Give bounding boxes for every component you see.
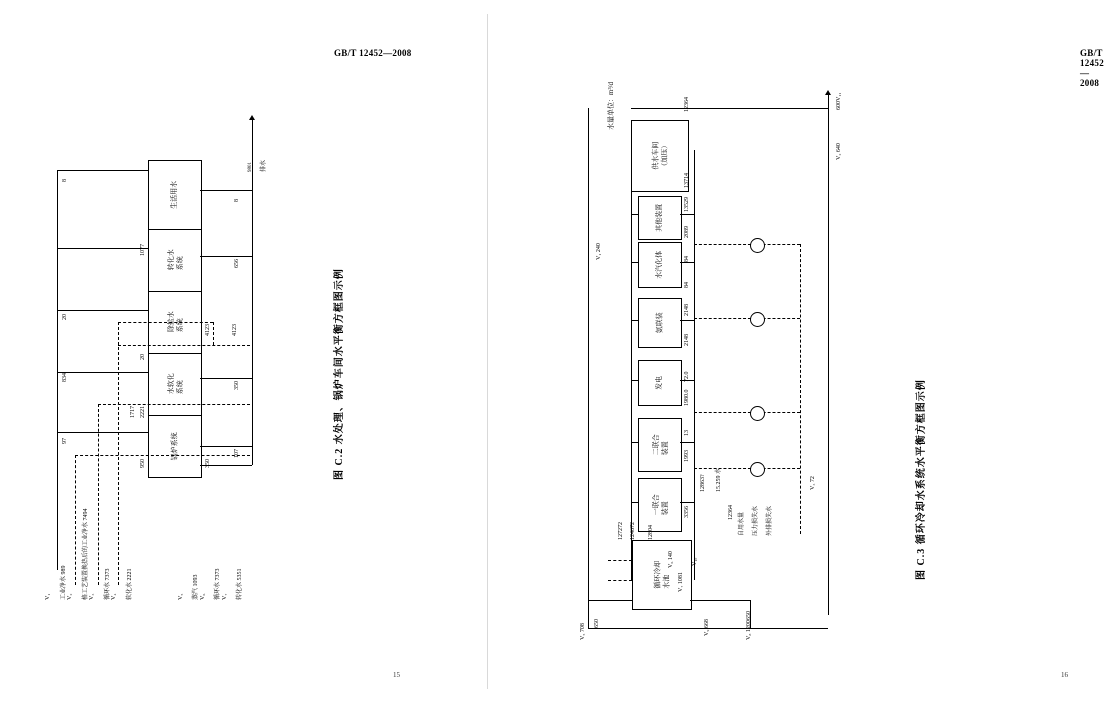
flow-11: 1717 [130,406,136,418]
flow-12: 2221 [140,406,146,418]
block-transfer [148,228,202,292]
flow-5: 20 [62,314,68,320]
flow-7: 834 [62,373,68,382]
row-label-3: 外排损失水 [767,505,773,536]
drain-flow: 9801 [248,162,253,172]
riser-1 [75,455,76,585]
page-right [488,0,1104,703]
drain-tap-1 [200,190,252,191]
block-hydrogen [638,242,682,288]
block-supply [631,120,689,192]
figure-c3-caption: 图 C.3 循环冷却水系统水平衡方框图示例 [916,379,927,580]
c3-tag-v6: V₆ 140 [668,551,674,568]
bottom-feed-1 [588,600,632,601]
block-unit-1 [638,478,682,532]
drain-tap-3 [200,378,252,379]
figure-c2-caption: 图 C.2 水处理、锅炉车间水平衡方框图示例 [334,268,345,480]
block-power-label: 发电 [655,376,664,390]
input-text-4: 软化水 2221 [127,568,133,600]
tap-unit-2 [631,442,638,443]
tap-power [631,380,638,381]
c3-flow-13: 15.259 水 [716,467,722,492]
output-tag-2: V₆ [200,593,206,600]
loss-node-3 [750,406,765,421]
feed-line-5 [57,432,148,433]
output-text-1: 蒸汽 1093 [193,574,199,600]
input-tag-2: V₂ [67,593,73,600]
c3-tag-v7: V₇ 1081 [678,572,684,592]
feed-line-4 [57,372,148,373]
c3-flow-6: 84 [684,282,690,288]
ret-hydrogen [680,262,694,263]
page-left [0,0,487,703]
loss-riser [800,244,801,534]
c3-flow-20: 650 [594,619,600,628]
block-others [638,196,682,240]
return-line-1 [75,455,250,456]
outer-right-arrow-icon [825,90,831,95]
riser-3 [118,322,119,585]
flow-16: 107 [234,449,240,458]
feed-bus [57,170,58,570]
c3-flow-19: 12804 [648,525,654,540]
outer-left-bus [588,108,589,628]
c3-flow-7: 2148 [684,304,690,316]
output-text-3: 转化水 5351 [237,568,243,600]
block-ammonia [638,298,682,348]
c3-flow-8: 2148 [684,334,690,346]
page-header-left: GB/T 12452—2008 [334,48,412,58]
block-production [148,160,202,230]
flow-14: 350 [205,459,211,468]
block-demin-label: 除盐水 系统 [166,311,183,333]
drain-tap-2 [200,256,252,257]
c3-flow-10: 1980.0 [684,389,690,406]
flow-4: 656 [234,259,240,268]
loss-node-2 [750,312,765,327]
row-label-2: 压力损失水 [753,505,759,536]
feed-line-1 [57,170,148,171]
block-boiler [148,414,202,478]
block-production-label: 生活用水 [170,181,179,209]
return-line-4 [118,322,213,323]
block-cooling-tower-label: 循环冷却 水池 [653,561,670,589]
row-label-1: 自用水量 [739,511,745,536]
flow-13: 950 [140,459,146,468]
ret-ammonia [680,320,694,321]
drain-arrow-icon [249,115,255,120]
input-tag-3: V₃ [89,593,95,600]
block-softening-label: 水软化 系统 [166,373,183,395]
c3-flow-11: 13 [684,430,690,436]
figure-c3 [488,0,975,703]
c3-tag-v5: V₅ 708 [580,623,586,640]
outer-right-bus [828,95,829,615]
c3-flow-16: 3356 [684,506,690,518]
c3-flow-1: 12364 [684,97,690,112]
flow-9: 4123 [232,324,238,336]
ret-unit-1 [680,502,694,503]
c3-side-label: 600V₁₁ [836,92,842,110]
block-unit-2-label: 二联合 装置 [651,434,668,456]
figure-c2 [0,0,487,703]
tap-others [631,214,638,215]
bottom-feed-2 [690,600,750,601]
tap-ammonia [631,320,638,321]
output-text-2: 循环水 7373 [215,568,221,600]
flow-1: 8 [62,179,68,182]
c3-flow-12: 1993 [684,450,690,462]
ret-others [680,214,694,215]
c3-flow-5: 84 [684,256,690,262]
loss-row-2 [694,318,800,319]
flow-10: 97 [62,438,68,444]
c3-tag-v1: V₁ 240 [596,243,602,260]
drain-label: 排水 [261,159,267,172]
output-tag-1: V₅ [178,593,184,600]
block-unit-1-label: 一联合 装置 [651,494,668,516]
c3-flow-4: 2089 [684,226,690,238]
input-text-1: 工业净水 989 [61,565,67,600]
c3-flow-21: 650 [746,611,752,620]
top-loop [631,108,828,109]
block-boiler-label: 锅炉系统 [170,432,179,460]
block-softening [148,352,202,416]
input-text-3: 循环水 7373 [105,568,111,600]
page-folio-right: 16 [1061,671,1068,679]
block-hydrogen-label: 水汽化体 [655,251,664,279]
block-unit-2 [638,418,682,472]
flow-2: 8 [234,199,240,202]
tap-hydrogen [631,262,638,263]
input-tag-1: V₁ [45,593,51,600]
riser-4 [213,322,214,345]
figure-c3-unit-label: 水量单位：m³/d [607,82,615,130]
feed-line-3 [57,310,148,311]
block-others-label: 其他装置 [655,204,664,232]
c3-flow-15: 12364 [728,505,734,520]
c3-flow-2: 13714 [684,173,690,188]
loss-node-4 [750,462,765,477]
return-line-2 [98,404,250,405]
c3-tag-v10: V₁₀ [692,557,698,566]
block-supply-label: 供水车间 （加压） [651,142,668,170]
c3-tag-v3: V₃ 72 [810,476,816,490]
input-text-2: 格工艺装置换热后的工业净水 7494 [83,508,89,600]
pool-feed-1 [608,560,632,561]
loss-row-4 [694,468,800,469]
riser-2 [98,404,99,585]
return-bus [694,150,695,580]
flow-3: 1077 [140,244,146,256]
feed-line-2 [57,248,148,249]
c3-flow-3: 13529 [684,197,690,212]
loss-node-1 [750,238,765,253]
loss-row-3 [694,412,800,413]
tap-unit-1 [631,502,638,503]
c3-tag-v2: V₂ 640 [836,143,842,160]
ret-unit-2 [680,442,694,443]
input-tag-4: V₄ [111,593,117,600]
output-tag-3: V₇ [222,593,228,600]
c3-flow-9: 72.0 [684,371,690,382]
c3-flow-14: 12863? [700,474,706,492]
flow-8: 4123 [205,324,211,336]
drain-tap-4 [200,446,252,447]
block-ammonia-label: 氨联装 [655,312,664,334]
block-transfer-label: 转化水 系统 [166,249,183,271]
c3-flow-17: 127272 [618,522,624,540]
flow-6: 20 [140,354,146,360]
pool-feed-2 [608,580,632,581]
c3-flow-18: 124672 [630,522,636,540]
flow-15: 350 [234,381,240,390]
page-header-right: GB/T 12452—2008 [1080,48,1104,88]
block-power [638,360,682,406]
loss-row-1 [694,244,800,245]
c3-tag-v8: V₈ 1200 [746,620,752,640]
return-line-3 [118,345,250,346]
c3-tag-v9: V₉ 668 [704,619,710,636]
page-folio-left: 15 [393,671,400,679]
